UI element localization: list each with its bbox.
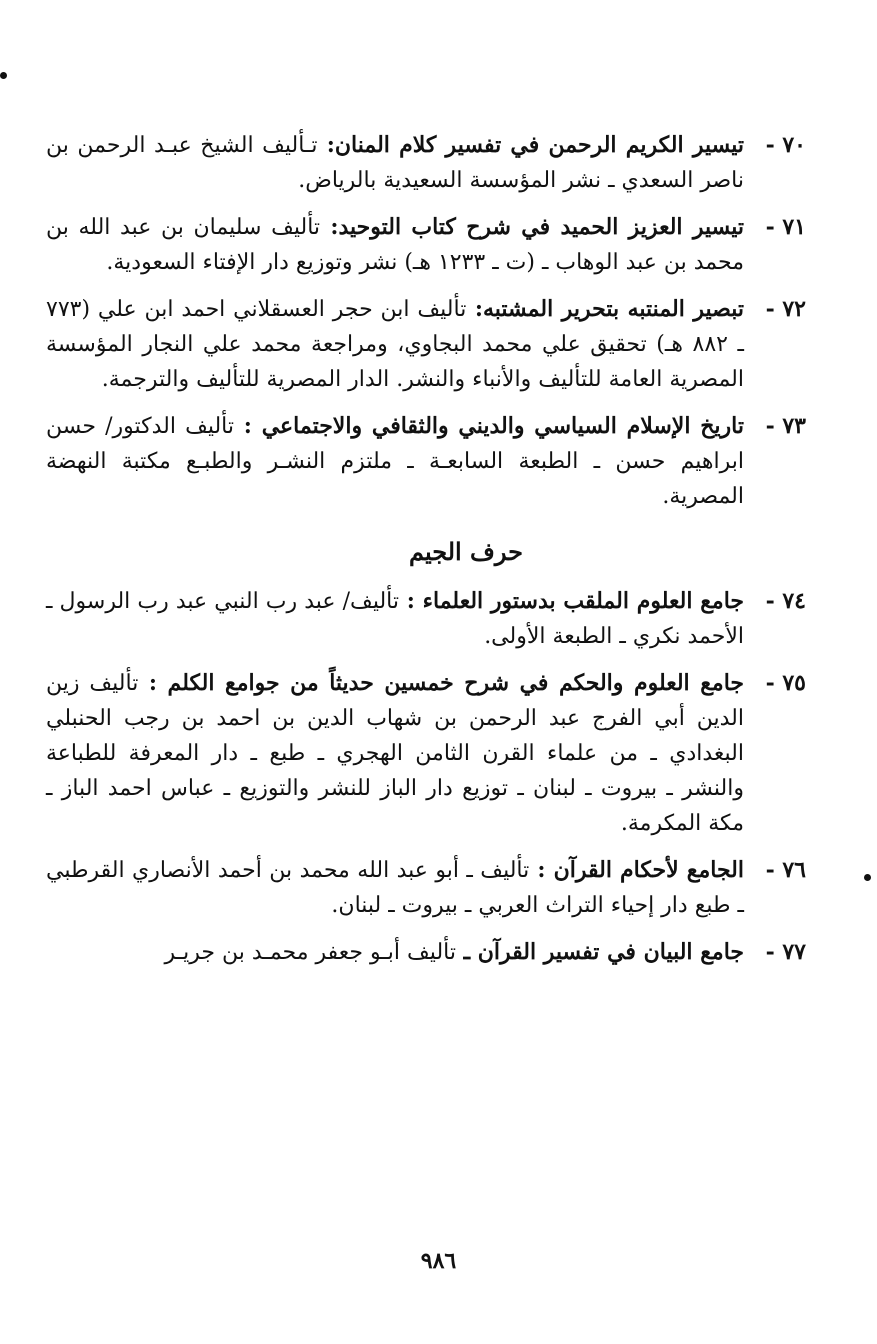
bibliography-entry-76 [46,853,806,923]
entry-title: جامع العلوم الملقب بدستور العلماء : [399,588,744,614]
entry-title: تيسير الكريم الرحمن في تفسير كلام المنان: [317,132,744,158]
entry-number: ٧٦ - [765,857,806,883]
bibliography-entry-75 [46,666,806,841]
page-number: ٩٨٦ [420,1248,457,1274]
entry-text: تأليف ـ أبو عبد الله محمد بن أحمد الأنصاري القرطبي ـ طبع دار إحياء التراث العربي ـ بيروت ـ لبنان. [46,858,744,918]
entry-number: ٧١ - [765,214,806,240]
entry-title: جامع البيان في تفسير القرآن ـ [455,939,744,965]
margin-mark-middle [864,874,871,881]
bibliography-entry-72 [46,292,806,397]
entry-text: تأليف سليمان بن عبد الله بن محمد بن عبد الوهاب ـ (ت ـ ١٢٣٣ هـ) نشر وتوزيع دار الإفتاء السعودية. [46,215,744,275]
entry-title: الجامع لأحكام القرآن : [529,857,744,883]
entry-number: ٧٢ - [765,296,806,322]
bibliography-entry-74 [46,584,806,654]
entry-text: تأليف زين الدين أبي الفرج عبد الرحمن بن شهاب الدين بن احمد بن رجب الحنبلي البغدادي ـ من علماء القرن الثامن الهجري ـ طبع ـ دار المعرفة للطباعة والنشر ـ بيروت ـ لبنان ـ توزيع دار الباز للنشر والتوزيع ـ عباس احمد الباز ـ مكة المكرمة. [46,671,744,836]
entry-number: ٧٣ - [765,413,806,439]
entry-text: تأليف ابن حجر العسقلاني احمد ابن علي (٧٧٣ ـ ٨٨٢ هـ) تحقيق علي محمد البجاوي، ومراجعة محمد علي النجار المؤسسة المصرية العامة للتأليف والأنباء والنشر. الدار المصرية للتأليف والترجمة. [46,297,744,392]
bibliography-entry-73 [46,409,806,514]
entry-text: تـأليف الشيخ عبـد الرحمن بن ناصر السعدي ـ نشر المؤسسة السعيدية بالرياض. [46,133,744,193]
bibliography-entry-70 [46,128,806,198]
entry-number: ٧٤ - [765,588,806,614]
entry-title: جامع العلوم والحكم في شرح خمسين حديثاً من جوامع الكلم : [138,670,744,696]
entry-title: تاريخ الإسلام السياسي والديني والثقافي والاجتماعي : [234,413,744,439]
entry-text: تأليف الدكتور/ حسن ابراهيم حسن ـ الطبعة السابعـة ـ ملتزم النشـر والطبـع مكتبة النهضة المصرية. [46,414,744,509]
entry-text: تأليف/ عبد رب النبي عبد رب الرسول ـ الأحمد نكري ـ الطبعة الأولى. [46,589,744,649]
entry-number: ٧٠ - [765,132,806,158]
bibliography-list [46,128,806,982]
entry-number: ٧٧ - [765,939,806,965]
margin-mark-top [0,72,7,79]
entry-title: تبصير المنتبه بتحرير المشتبه: [466,296,744,322]
entry-title: تيسير العزيز الحميد في شرح كتاب التوحيد: [320,214,744,240]
bibliography-entry-71 [46,210,806,280]
entry-number: ٧٥ - [765,670,806,696]
entry-text: تأليف أبـو جعفر محمـد بن جريـر [164,940,456,965]
bibliography-entry-77 [46,935,806,970]
section-heading: حرف الجيم [409,537,523,566]
